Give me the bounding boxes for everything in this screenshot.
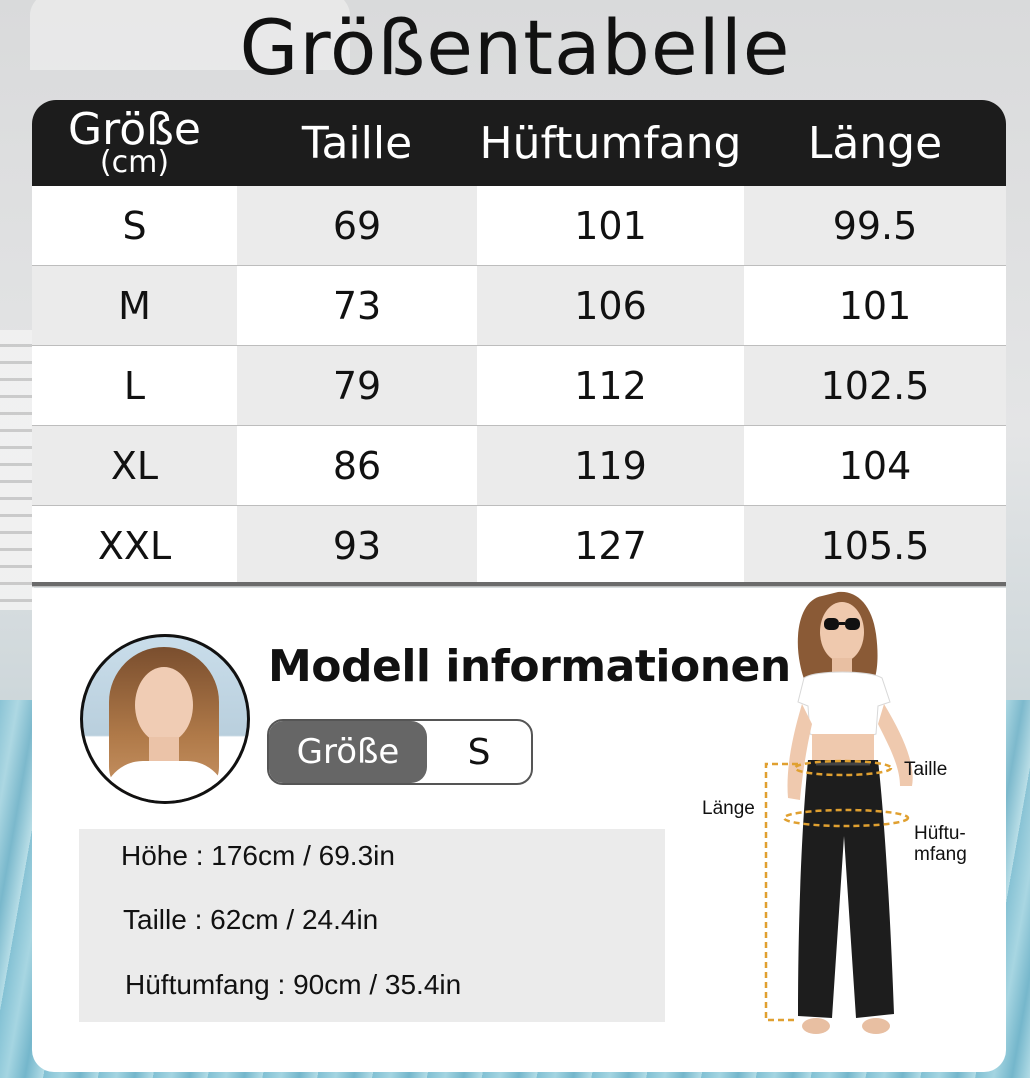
model-figure bbox=[690, 574, 1010, 1074]
cell-hip: 119 bbox=[477, 426, 744, 506]
cell-size: M bbox=[32, 266, 237, 346]
size-table bbox=[32, 100, 1006, 586]
model-size-label: Größe bbox=[269, 721, 427, 783]
model-info-title: Modell informationen bbox=[268, 641, 791, 692]
model-size-badge bbox=[267, 719, 533, 785]
model-hip: Hüftumfang : 90cm / 35.4in bbox=[125, 969, 462, 1000]
cell-waist: 73 bbox=[237, 266, 477, 346]
model-waist: Taille : 62cm / 24.4in bbox=[123, 904, 379, 935]
table-body bbox=[32, 186, 1006, 586]
figure-label-hip-line1: Hüftu- bbox=[914, 823, 966, 844]
figure-label-length: Länge bbox=[702, 798, 755, 819]
page-title: Größentabelle bbox=[239, 3, 791, 92]
cell-hip: 101 bbox=[477, 186, 744, 266]
figure-label-hip-line2: mfang bbox=[914, 844, 967, 865]
cell-waist: 69 bbox=[237, 186, 477, 266]
cell-size: XXL bbox=[32, 506, 237, 586]
header-size-label: Größe bbox=[68, 104, 201, 155]
cell-waist: 93 bbox=[237, 506, 477, 586]
figure-label-waist: Taille bbox=[904, 759, 948, 780]
header-length: Länge bbox=[807, 117, 943, 169]
cell-waist: 79 bbox=[237, 346, 477, 426]
cell-length: 105.5 bbox=[744, 506, 1006, 586]
background-lounge-chair bbox=[0, 330, 34, 610]
cell-length: 99.5 bbox=[744, 186, 1006, 266]
model-height: Höhe : 176cm / 69.3in bbox=[121, 840, 395, 871]
table-row bbox=[32, 186, 1006, 266]
model-size-value: S bbox=[467, 731, 491, 773]
model-avatar bbox=[80, 634, 250, 804]
cell-hip: 106 bbox=[477, 266, 744, 346]
header-hip: Hüftumfang bbox=[479, 117, 742, 169]
cell-waist: 86 bbox=[237, 426, 477, 506]
avatar-face-shape bbox=[135, 667, 193, 743]
table-row bbox=[32, 346, 1006, 426]
cell-hip: 112 bbox=[477, 346, 744, 426]
cell-hip: 127 bbox=[477, 506, 744, 586]
avatar-shirt-shape bbox=[103, 761, 227, 804]
cell-size: XL bbox=[32, 426, 237, 506]
table-header bbox=[32, 100, 1006, 186]
table-row bbox=[32, 266, 1006, 346]
header-size bbox=[32, 100, 237, 186]
cell-length: 102.5 bbox=[744, 346, 1006, 426]
cell-size: S bbox=[32, 186, 237, 266]
cell-length: 101 bbox=[744, 266, 1006, 346]
cell-length: 104 bbox=[744, 426, 1006, 506]
table-row bbox=[32, 426, 1006, 506]
cell-size: L bbox=[32, 346, 237, 426]
header-size-unit: (cm) bbox=[99, 145, 170, 180]
header-waist: Taille bbox=[301, 117, 413, 169]
